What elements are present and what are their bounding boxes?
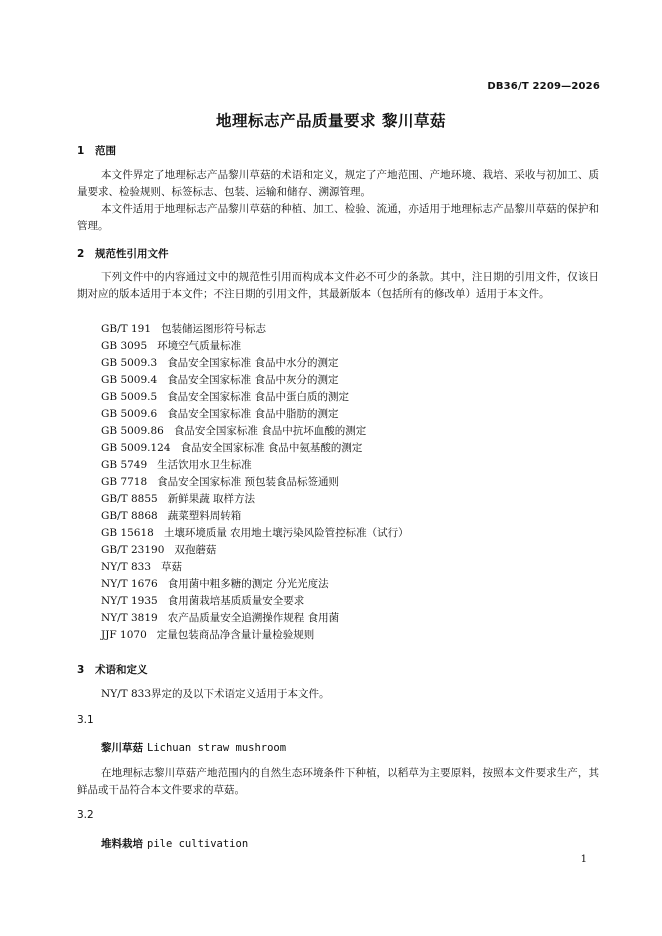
reference-item [101,627,409,644]
reference-item [101,440,409,457]
reference-item [101,491,409,508]
scope-paragraph-2: 本文件适用于地理标志产品黎川草菇的种植、加工、检验、流通，亦适用于地理标志产品黎川草菇的保护和管理。 [77,203,599,232]
section-title: 规范性引用文件 [95,248,169,260]
section-number: 3 [77,664,85,676]
reference-item [101,321,409,338]
reference-code: GB/T 8855 [101,493,158,505]
term-english: pile cultivation [147,838,249,850]
reference-code: NY/T 3819 [101,612,158,624]
reference-title: 食用菌栽培基质质量安全要求 [167,595,305,607]
reference-code: GB 5009.86 [101,425,164,437]
reference-item [101,542,409,559]
reference-item [101,423,409,440]
references-intro: 下列文件中的内容通过文中的规范性引用而构成本文件必不可少的条款。其中，注日期的引用文件，仅该日期对应的版本适用于本文件；不注日期的引用文件，其最新版本（包括所有的修改单）适用于本文件。 [77,271,599,300]
term-chinese: 堆料栽培 [101,838,143,850]
reference-code: NY/T 833 [101,561,152,573]
section-number: 1 [77,145,85,157]
reference-code: GB 5009.3 [101,357,158,369]
reference-item [101,508,409,525]
reference-code: GB 5009.4 [101,374,158,386]
term-definition: 在地理标志黎川草菇产地范围内的自然生态环境条件下种植，以稻草为主要原料，按照本文件要求生产，其鲜品或干品符合本文件要求的草菇。 [77,767,599,796]
reference-code: GB 5009.124 [101,442,171,454]
reference-item [101,559,409,576]
term-chinese: 黎川草菇 [101,742,143,754]
section-heading-scope [77,143,116,158]
reference-code: GB 5749 [101,459,148,471]
reference-code: GB 15618 [101,527,154,539]
reference-code: GB 5009.5 [101,391,158,403]
standard-code: DB36/T 2209—2026 [487,81,600,92]
reference-title: 食品安全国家标准 食品中水分的测定 [167,357,339,369]
term-entry [101,740,286,755]
reference-title: 草菇 [161,561,183,573]
reference-item [101,474,409,491]
reference-code: NY/T 1676 [101,578,158,590]
reference-title: 食品安全国家标准 食品中氨基酸的测定 [180,442,363,454]
reference-item [101,576,409,593]
reference-title: 新鲜果蔬 取样方法 [167,493,256,505]
reference-title: 食品安全国家标准 食品中灰分的测定 [167,374,339,386]
reference-item [101,525,409,542]
reference-item [101,610,409,627]
reference-code: NY/T 1935 [101,595,158,607]
reference-code: JJF 1070 [101,629,147,641]
reference-code: GB/T 23190 [101,544,165,556]
reference-title: 食品安全国家标准 食品中抗坏血酸的测定 [173,425,367,437]
reference-item [101,593,409,610]
section-heading-terms [77,662,148,677]
reference-title: 食品安全国家标准 食品中蛋白质的测定 [167,391,350,403]
reference-item [101,389,409,406]
reference-item [101,457,409,474]
section-number: 2 [77,248,85,260]
reference-item [101,355,409,372]
term-number: 3.1 [77,714,94,726]
reference-title: 食品安全国家标准 食品中脂肪的测定 [167,408,339,420]
reference-item [101,338,409,355]
reference-code: GB 5009.6 [101,408,158,420]
reference-title: 蔬菜塑料周转箱 [167,510,242,522]
reference-code: GB/T 8868 [101,510,158,522]
term-english: Lichuan straw mushroom [147,742,287,754]
page-number: 1 [580,854,587,865]
section-title: 术语和定义 [95,664,148,676]
section-title: 范围 [95,145,116,157]
reference-title: 土壤环境质量 农用地土壤污染风险管控标准（试行） [163,527,409,539]
document-title: 地理标志产品质量要求 黎川草菇 [216,112,446,130]
term-number: 3.2 [77,809,94,821]
terms-intro: NY/T 833界定的及以下术语定义适用于本文件。 [101,688,330,700]
section-heading-references [77,246,169,261]
reference-item [101,406,409,423]
reference-title: 包装储运图形符号标志 [161,323,267,335]
reference-title: 双孢蘑菇 [174,544,217,556]
reference-title: 定量包装商品净含量计量检验规则 [156,629,315,641]
scope-paragraph-1: 本文件界定了地理标志产品黎川草菇的术语和定义，规定了产地范围、产地环境、栽培、采收与初加工、质量要求、检验规则、标签标志、包装、运输和储存、溯源管理。 [77,169,599,198]
reference-title: 农产品质量安全追溯操作规程 食用菌 [167,612,340,624]
reference-list [101,321,409,644]
reference-title: 环境空气质量标准 [157,340,242,352]
reference-code: GB 7718 [101,476,148,488]
reference-code: GB 3095 [101,340,148,352]
reference-title: 食用菌中粗多糖的测定 分光光度法 [167,578,329,590]
reference-title: 生活饮用水卫生标准 [157,459,252,471]
term-entry [101,836,248,851]
reference-title: 食品安全国家标准 预包装食品标签通则 [157,476,340,488]
reference-item [101,372,409,389]
reference-code: GB/T 191 [101,323,152,335]
